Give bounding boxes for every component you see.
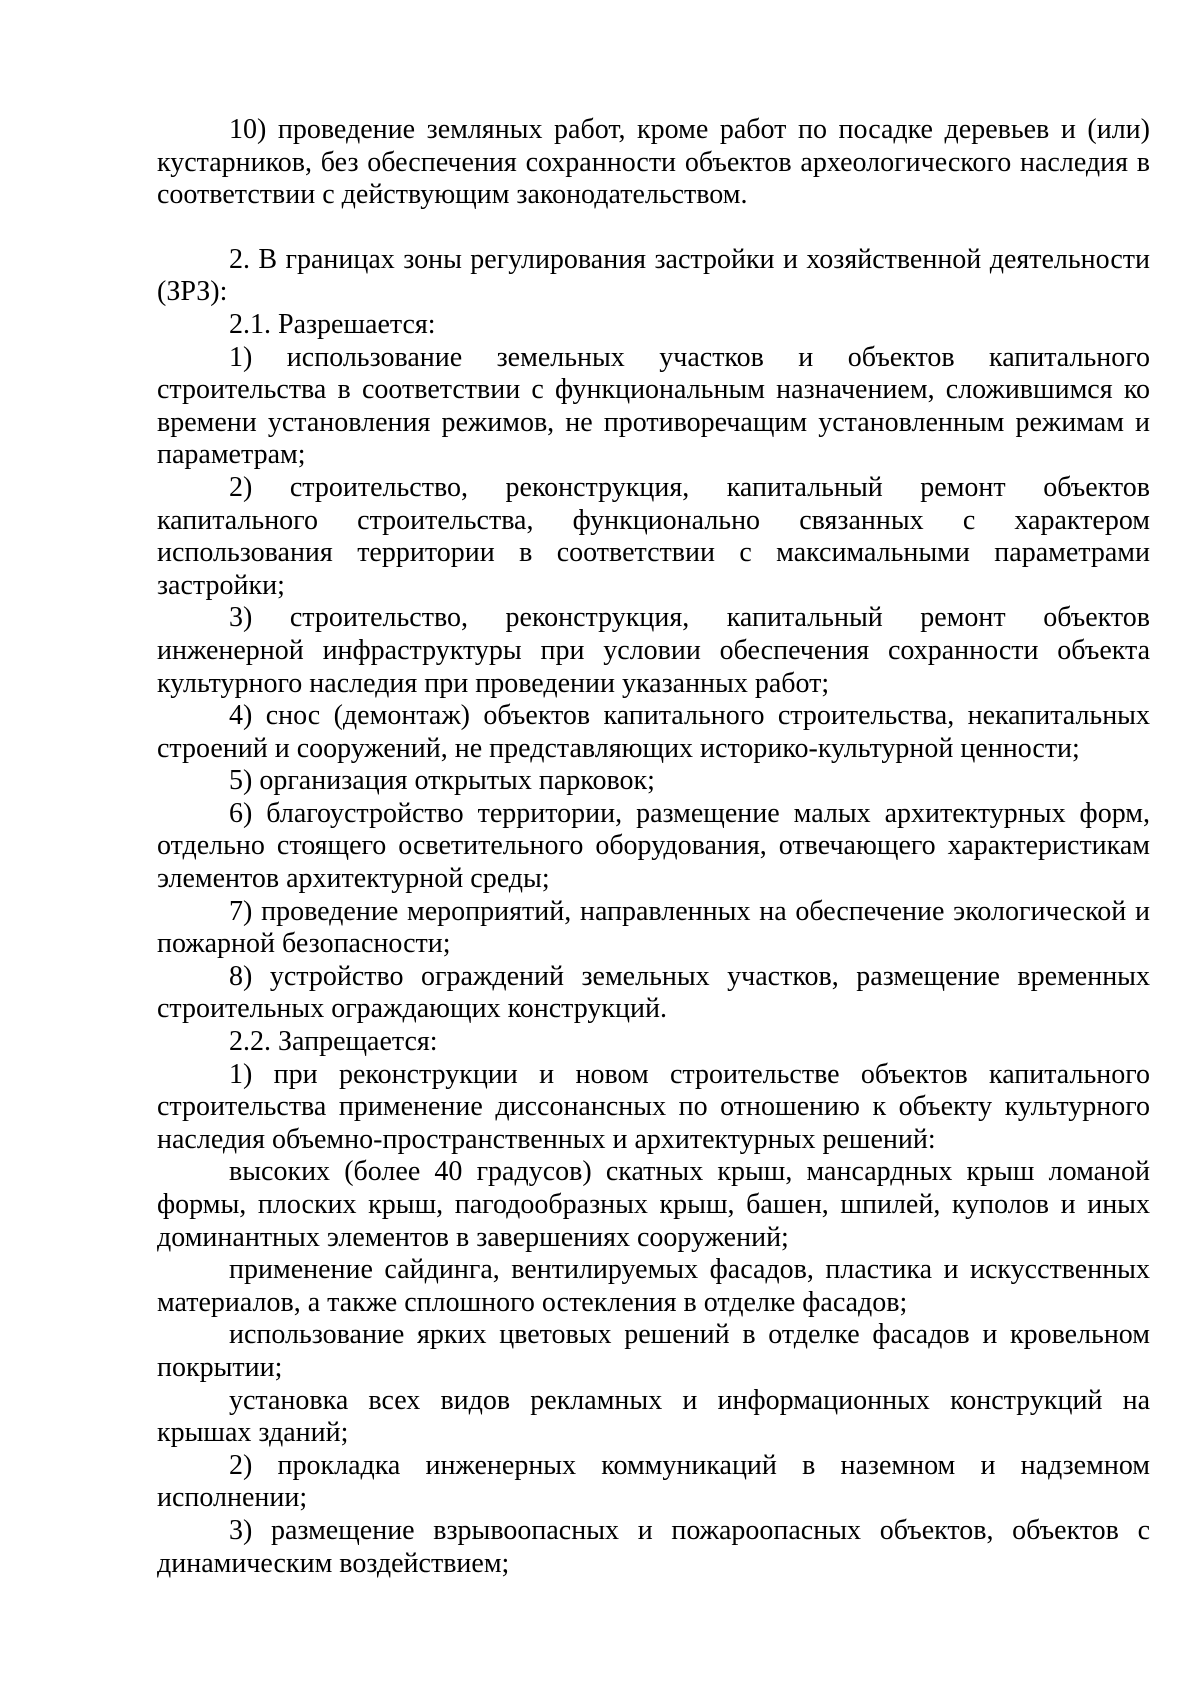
paragraph-prohibited-item-2: 2) прокладка инженерных коммуникаций в наземном и надземном исполнении; (157, 1449, 1150, 1514)
paragraph-2-1-allowed-heading: 2.1. Разрешается: (229, 308, 436, 340)
paragraph-prohibited-bright-colors: использование ярких цветовых решений в отделке фасадов и кровельном покрытии; (157, 1319, 1150, 1383)
paragraph-item-10-earthworks: 10) проведение земляных работ, кроме работ по посадке деревьев и (или) кустарников, без обеспечения сохранности объектов археологического наследия в соответствии с действующим законодательством. (157, 114, 1150, 211)
paragraph-allowed-item-1: 1) использование земельных участков и объектов капитального строительства в соответствии с функциональным назначением, сложившимся ко времени установления режимов, не противоречащим установленным режимам и параметрам; (157, 341, 1150, 471)
paragraph-allowed-item-5: 5) организация открытых парковок; (229, 765, 655, 797)
paragraph-prohibited-roof-signage: установка всех видов рекламных и информационных конструкций на крышах зданий; (157, 1384, 1150, 1449)
paragraph-prohibited-item-3: 3) размещение взрывоопасных и пожароопасных объектов, объектов с динамическим воздействием; (157, 1514, 1150, 1579)
paragraph-allowed-item-3: 3) строительство, реконструкция, капитальный ремонт объектов инженерной инфраструктуры при условии обеспечения сохранности объекта культурного наследия при проведении указанных работ; (157, 602, 1150, 699)
document-body (157, 114, 1150, 1580)
paragraph-section-2-heading: 2. В границах зоны регулирования застройки и хозяйственной деятельности (ЗРЗ): (157, 243, 1150, 308)
paragraph-allowed-item-8: 8) устройство ограждений земельных участков, размещение временных строительных ограждающих конструкций. (157, 960, 1150, 1025)
paragraph-prohibited-roofs: высоких (более 40 градусов) скатных крыш, мансардных крыш ломаной формы, плоских крыш, пагодообразных крыш, башен, шпилей, куполов и иных доминантных элементов в завершениях сооружений; (157, 1156, 1150, 1253)
paragraph-allowed-item-6: 6) благоустройство территории, размещение малых архитектурных форм, отдельно стоящего осветительного оборудования, отвечающего характеристикам элементов архитектурной среды; (157, 797, 1150, 895)
paragraph-allowed-item-4: 4) снос (демонтаж) объектов капитального строительства, некапитальных строений и сооружений, не представляющих историко-культурной ценности; (157, 700, 1150, 764)
paragraph-prohibited-siding: применение сайдинга, вентилируемых фасадов, пластика и искусственных материалов, а также сплошного остекления в отделке фасадов; (157, 1254, 1150, 1318)
paragraph-prohibited-item-1: 1) при реконструкции и новом строительстве объектов капитального строительства применение диссонансных по отношению к объекту культурного наследия объемно-пространственных и архитектурных решений: (157, 1058, 1150, 1155)
paragraph-allowed-item-2: 2) строительство, реконструкция, капитальный ремонт объектов капитального строительства, функционально связанных с характером использования территории в соответствии с максимальными параметрами застройки; (157, 471, 1150, 601)
paragraph-2-2-prohibited-heading: 2.2. Запрещается: (229, 1026, 438, 1058)
paragraph-allowed-item-7: 7) проведение мероприятий, направленных на обеспечение экологической и пожарной безопасности; (157, 895, 1150, 960)
